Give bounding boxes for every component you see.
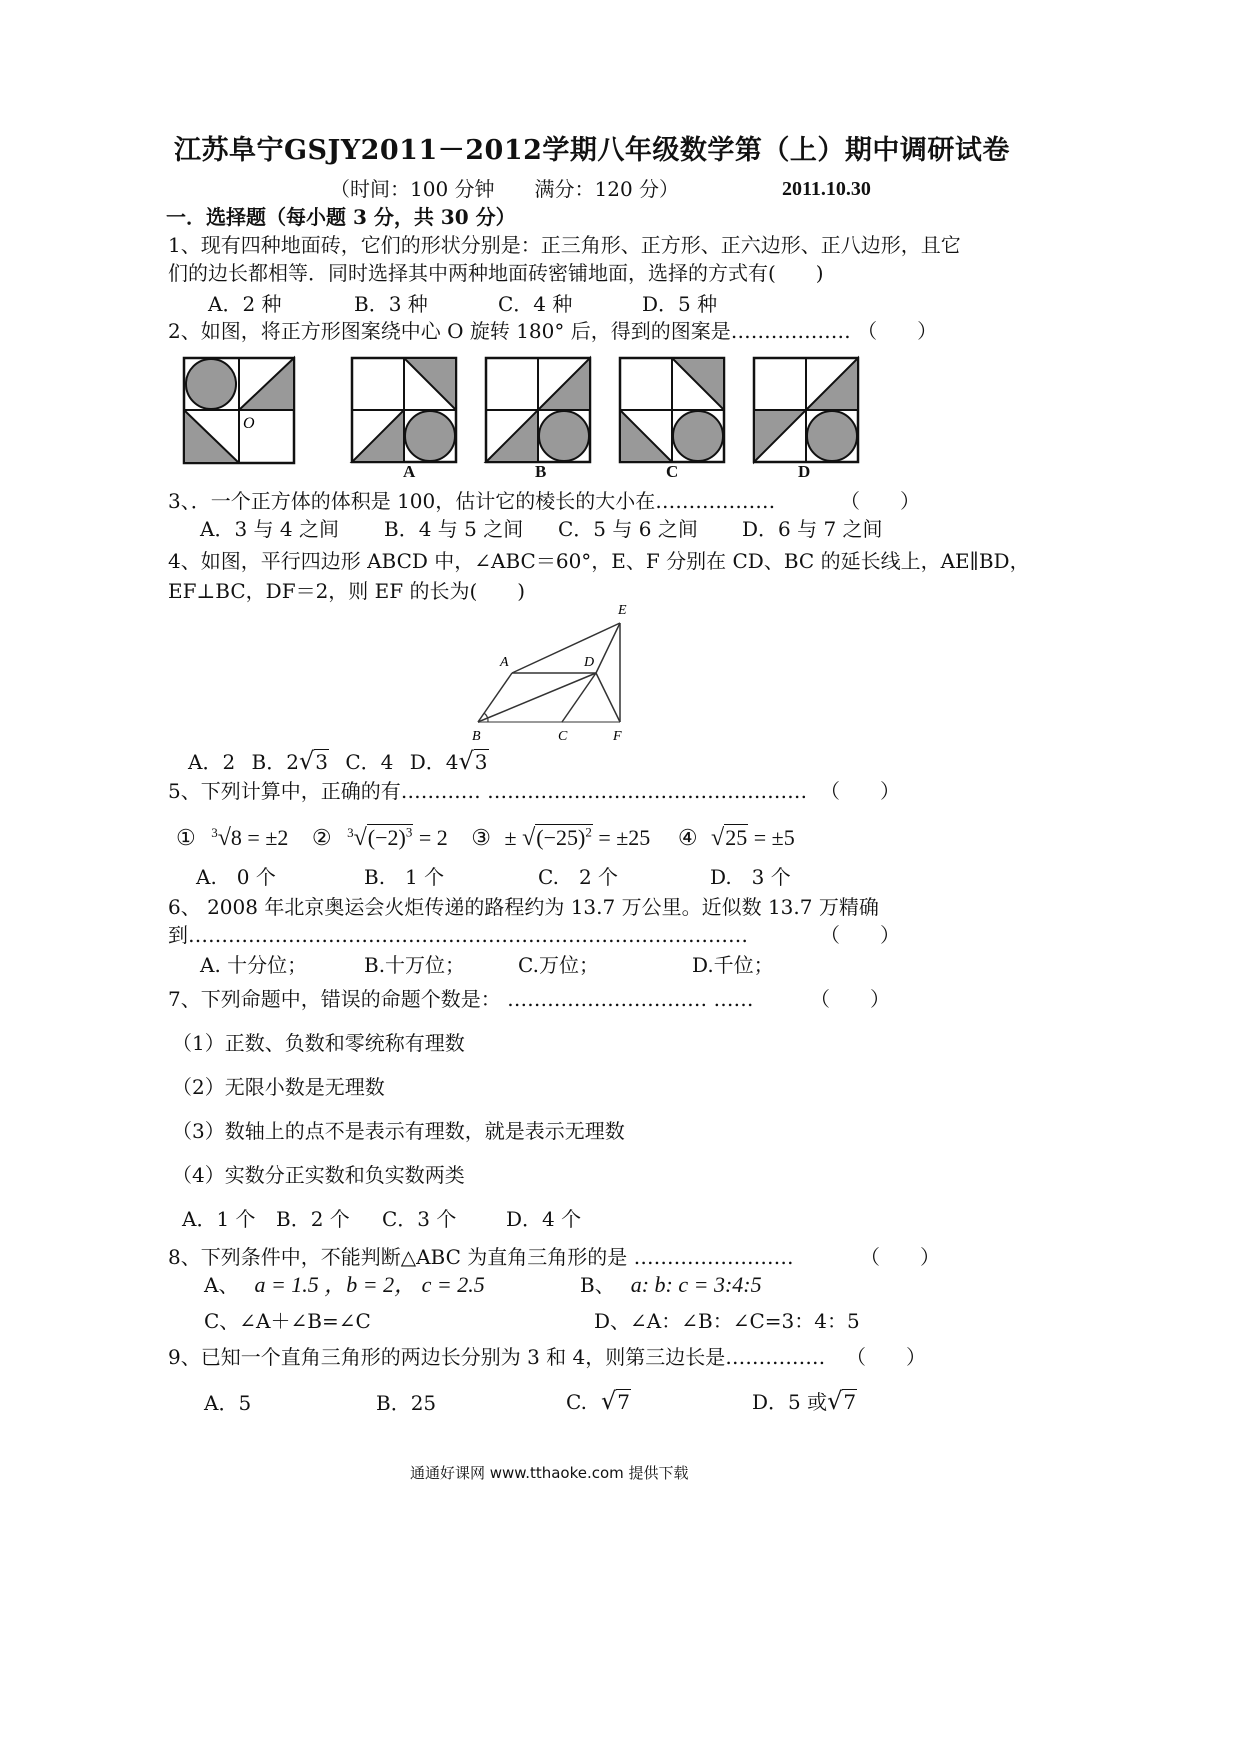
q9-option-b: B．25 <box>376 1391 437 1415</box>
q4-point-d: D <box>584 655 595 670</box>
question-1-line-1: 1、现有四种地面砖，它们的形状分别是：正三角形、正方形、正六边形、正八边形，且它 <box>168 233 961 257</box>
sqrt-icon: √ <box>298 747 315 775</box>
q8-answer-paren: （ ） <box>860 1245 940 1269</box>
q7-statement-2: （2）无限小数是无理数 <box>172 1075 385 1099</box>
q8-option-c: C、∠A＋∠B=∠C <box>204 1309 371 1333</box>
q2-option-a-figure <box>352 358 456 462</box>
q9-option-d: D．5 或√7 <box>752 1387 857 1415</box>
sqrt-icon: √ <box>827 1387 843 1415</box>
q5-items <box>176 820 795 851</box>
q4-point-e: E <box>618 603 627 618</box>
question-3-text: 3、．一个正方体的体积是 100，估计它的棱长的大小在……………… <box>168 489 776 513</box>
question-9-text: 9、已知一个直角三角形的两边长分别为 3 和 4，则第三边长是…………… <box>168 1345 826 1369</box>
q4-point-a: A <box>500 655 509 670</box>
footer-credit: 通通好课网 www.tthaoke.com 提供下载 <box>410 1464 689 1482</box>
q6-answer-paren: （ ） <box>820 923 900 947</box>
sqrt-icon: √ <box>458 747 474 775</box>
q1-option-c: C．4 种 <box>498 292 573 316</box>
q3-option-b: B．4 与 5 之间 <box>384 517 524 541</box>
q3-answer-paren: （ ） <box>840 489 920 513</box>
sqrt-icon: √ <box>600 1387 617 1415</box>
q1-option-b: B．3 种 <box>354 292 428 316</box>
q8-option-b: B、 a: b: c = 3:4:5 <box>580 1272 762 1297</box>
q5-item-2: ② $^3√(-2)^3 = 2$ <box>311 825 448 852</box>
q7-option-a: A．1 个 <box>182 1207 256 1231</box>
question-5-text: 5、下列计算中，正确的有………… ………………………………………… <box>168 779 808 803</box>
q5-option-b: B. 1 个 <box>364 865 445 889</box>
sqrt-icon: √ <box>522 825 536 852</box>
q5-option-a: A. 0 个 <box>196 865 276 889</box>
q2-original-figure <box>184 358 294 463</box>
q2-label-a: A <box>403 462 416 481</box>
q2-option-c-figure <box>620 358 724 462</box>
q2-figures <box>0 350 1240 490</box>
q8-option-a: A、 a = 1.5 ，b = 2， c = 2.5 <box>204 1272 485 1297</box>
q6-option-a: A. 十分位； <box>200 953 308 977</box>
q6-option-d: D.千位； <box>692 953 774 977</box>
q2-label-d: D <box>798 462 811 481</box>
exam-date: 2011.10.30 <box>782 178 871 200</box>
q9-option-c: C. √7 <box>566 1387 630 1415</box>
question-6-line-1: 6、 2008 年北京奥运会火炬传递的路程约为 13.7 万公里。近似数 13.7 万精确 <box>168 895 879 919</box>
q7-option-d: D．4 个 <box>506 1207 582 1231</box>
q4-option-b: B．2√3 <box>251 747 328 775</box>
q1-option-d: D．5 种 <box>642 292 718 316</box>
center-label-o: O <box>243 415 255 432</box>
q1-option-a: A．2 种 <box>208 292 282 316</box>
section-heading: 一．选择题（每小题 3 分，共 30 分） <box>166 205 516 229</box>
question-6-line-2: 到………………………………………………………………………… <box>168 923 748 947</box>
q4-option-d: D．4√3 <box>409 747 488 775</box>
q2-label-c: C <box>666 462 679 481</box>
q7-statement-1: （1）正数、负数和零统称有理数 <box>172 1031 465 1055</box>
question-7-text: 7、下列命题中，错误的命题个数是： ………………………… …… <box>168 987 754 1011</box>
q5-item-3: ③ ± $√(-25)^2 = \pm 25$ <box>471 825 651 852</box>
question-8-text: 8、下列条件中，不能判断△ABC 为直角三角形的是 …………………… <box>168 1245 794 1269</box>
q3-option-d: D．6 与 7 之间 <box>742 517 883 541</box>
q4-point-c: C <box>558 729 568 744</box>
question-4-line-2: EF⊥BC，DF＝2，则 EF 的长为( ) <box>168 579 526 603</box>
q5-item-1: ① $^3$√8 = ±2 <box>176 825 289 852</box>
q4-option-a: A．2 <box>188 750 236 774</box>
q3-option-c: C．5 与 6 之间 <box>558 517 698 541</box>
q7-option-b: B．2 个 <box>276 1207 350 1231</box>
sqrt-icon: √ <box>711 825 725 852</box>
q7-statement-4: （4）实数分正实数和负实数两类 <box>172 1163 465 1187</box>
q2-option-b-figure <box>486 358 590 462</box>
q2-option-d-figure <box>754 358 858 462</box>
sqrt-icon: √ <box>217 825 231 852</box>
question-1-line-2: 们的边长都相等．同时选择其中两种地面砖密铺地面，选择的方式有( ) <box>168 261 824 285</box>
q4-parallelogram-figure <box>468 598 668 748</box>
q7-statement-3: （3）数轴上的点不是表示有理数，就是表示无理数 <box>172 1119 625 1143</box>
q7-option-c: C．3 个 <box>382 1207 457 1231</box>
question-2-text: 2、如图，将正方形图案绕中心 O 旋转 180° 后，得到的图案是……………… （ ） <box>168 319 938 343</box>
q8-option-d: D、∠A：∠B：∠C=3：4：5 <box>594 1309 860 1333</box>
page-title: 江苏阜宁GSJY2011－2012学期八年级数学第（上）期中调研试卷 <box>174 135 1010 166</box>
q6-option-c: C.万位； <box>518 953 599 977</box>
sqrt-icon: √ <box>353 825 367 852</box>
q4-options <box>188 748 489 775</box>
q5-option-d: D. 3 个 <box>710 865 791 889</box>
q7-answer-paren: （ ） <box>810 987 890 1011</box>
q4-option-c: C．4 <box>345 750 394 774</box>
q6-option-b: B.十万位； <box>364 953 466 977</box>
q5-option-c: C. 2 个 <box>538 865 619 889</box>
q9-answer-paren: （ ） <box>846 1345 926 1369</box>
q2-label-b: B <box>535 462 547 481</box>
q4-point-b: B <box>472 729 481 744</box>
q5-item-4: ④ √25 = ±5 <box>677 825 795 852</box>
exam-meta: （时间：100 分钟 满分：120 分） <box>330 177 680 201</box>
q3-option-a: A．3 与 4 之间 <box>200 517 339 541</box>
q5-answer-paren: （ ） <box>820 779 900 803</box>
q4-point-f: F <box>613 729 622 744</box>
q9-option-a: A．5 <box>204 1391 252 1415</box>
question-4-line-1: 4、如图，平行四边形 ABCD 中，∠ABC＝60°，E、F 分别在 CD、BC 的延长线上，AE∥BD， <box>168 549 1030 573</box>
